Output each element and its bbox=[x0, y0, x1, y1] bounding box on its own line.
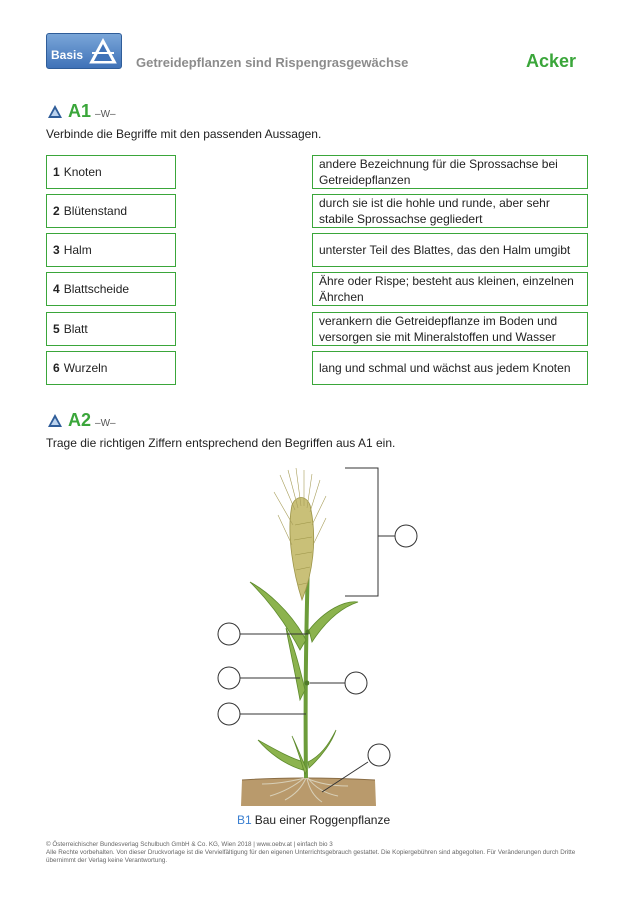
statement-text: durch sie ist die hohle und runde, aber sehr stabile Sprossachse gegliedert bbox=[319, 196, 550, 226]
subject-label: Acker bbox=[526, 51, 577, 71]
document-title: Getreidepflanzen sind Rispengrasgewächse bbox=[136, 55, 409, 70]
answer-circle-roots[interactable] bbox=[368, 744, 390, 766]
term-number: 4 bbox=[53, 282, 60, 296]
figure-number: B1 bbox=[237, 813, 252, 827]
answer-circle-inflorescence[interactable] bbox=[395, 525, 417, 547]
term-text: Blattscheide bbox=[63, 282, 130, 296]
task-a2-label: A2 bbox=[68, 410, 92, 430]
term-number: 6 bbox=[53, 361, 60, 375]
task-a1-instruction: Verbinde die Begriffe mit den passenden Aussagen. bbox=[46, 127, 322, 141]
figure-caption bbox=[237, 813, 390, 827]
footer bbox=[46, 841, 586, 865]
statement-text: lang und schmal und wächst aus jedem Knoten bbox=[319, 361, 571, 375]
statement-text: andere Bezeichnung für die Sprossachse bei Getreidepflanzen bbox=[319, 157, 558, 187]
answer-circle-leaf-left-upper[interactable] bbox=[218, 623, 240, 645]
logo-text: Basis bbox=[51, 48, 84, 62]
term-text: Blütenstand bbox=[63, 204, 128, 218]
figure-caption-text: Bau einer Roggenpflanze bbox=[254, 813, 391, 827]
answer-circle-node[interactable] bbox=[345, 672, 367, 694]
footer-copyright: © Österreichischer Bundesverlag Schulbuch GmbH & Co. KG, Wien 2018 | www.oebv.at | einfach bio 3 bbox=[46, 841, 333, 848]
answer-circle-leaf-left-middle[interactable] bbox=[218, 667, 240, 689]
answer-circle-leaf-left-lower[interactable] bbox=[218, 703, 240, 725]
statement-text: Ähre oder Rispe; besteht aus kleinen, einzelnen Ährchen bbox=[319, 274, 574, 304]
statement-text: unterster Teil des Blattes, das den Halm umgibt bbox=[319, 243, 571, 257]
term-text: Blatt bbox=[63, 322, 88, 336]
term-text: Halm bbox=[63, 243, 92, 257]
term-number: 2 bbox=[53, 204, 60, 218]
task-a1-label: A1 bbox=[68, 101, 92, 121]
term-text: Knoten bbox=[63, 165, 102, 179]
task-a2-level: –W– bbox=[95, 418, 116, 429]
statement-text: verankern die Getreidepflanze im Boden und versorgen sie mit Mineralstoffen und Wasser bbox=[319, 314, 558, 344]
term-number: 5 bbox=[53, 322, 60, 336]
term-number: 1 bbox=[53, 165, 60, 179]
task-a2-instruction: Trage die richtigen Ziffern entsprechend den Begriffen aus A1 ein. bbox=[46, 436, 396, 450]
ear-illustration bbox=[274, 468, 326, 600]
footer-rights: Alle Rechte vorbehalten. Von dieser Druckvorlage ist die Vervielfältigung für den eigenen Unterrichtsgebrauch gestattet. Die Kopiergebühren sind abgegolten. Für Veränderungen durch Dritte übernimmt der Verlag keine Verantwortung. bbox=[46, 849, 576, 864]
term-text: Wurzeln bbox=[63, 361, 108, 375]
term-number: 3 bbox=[53, 243, 60, 257]
task-a1-level: –W– bbox=[95, 109, 116, 120]
